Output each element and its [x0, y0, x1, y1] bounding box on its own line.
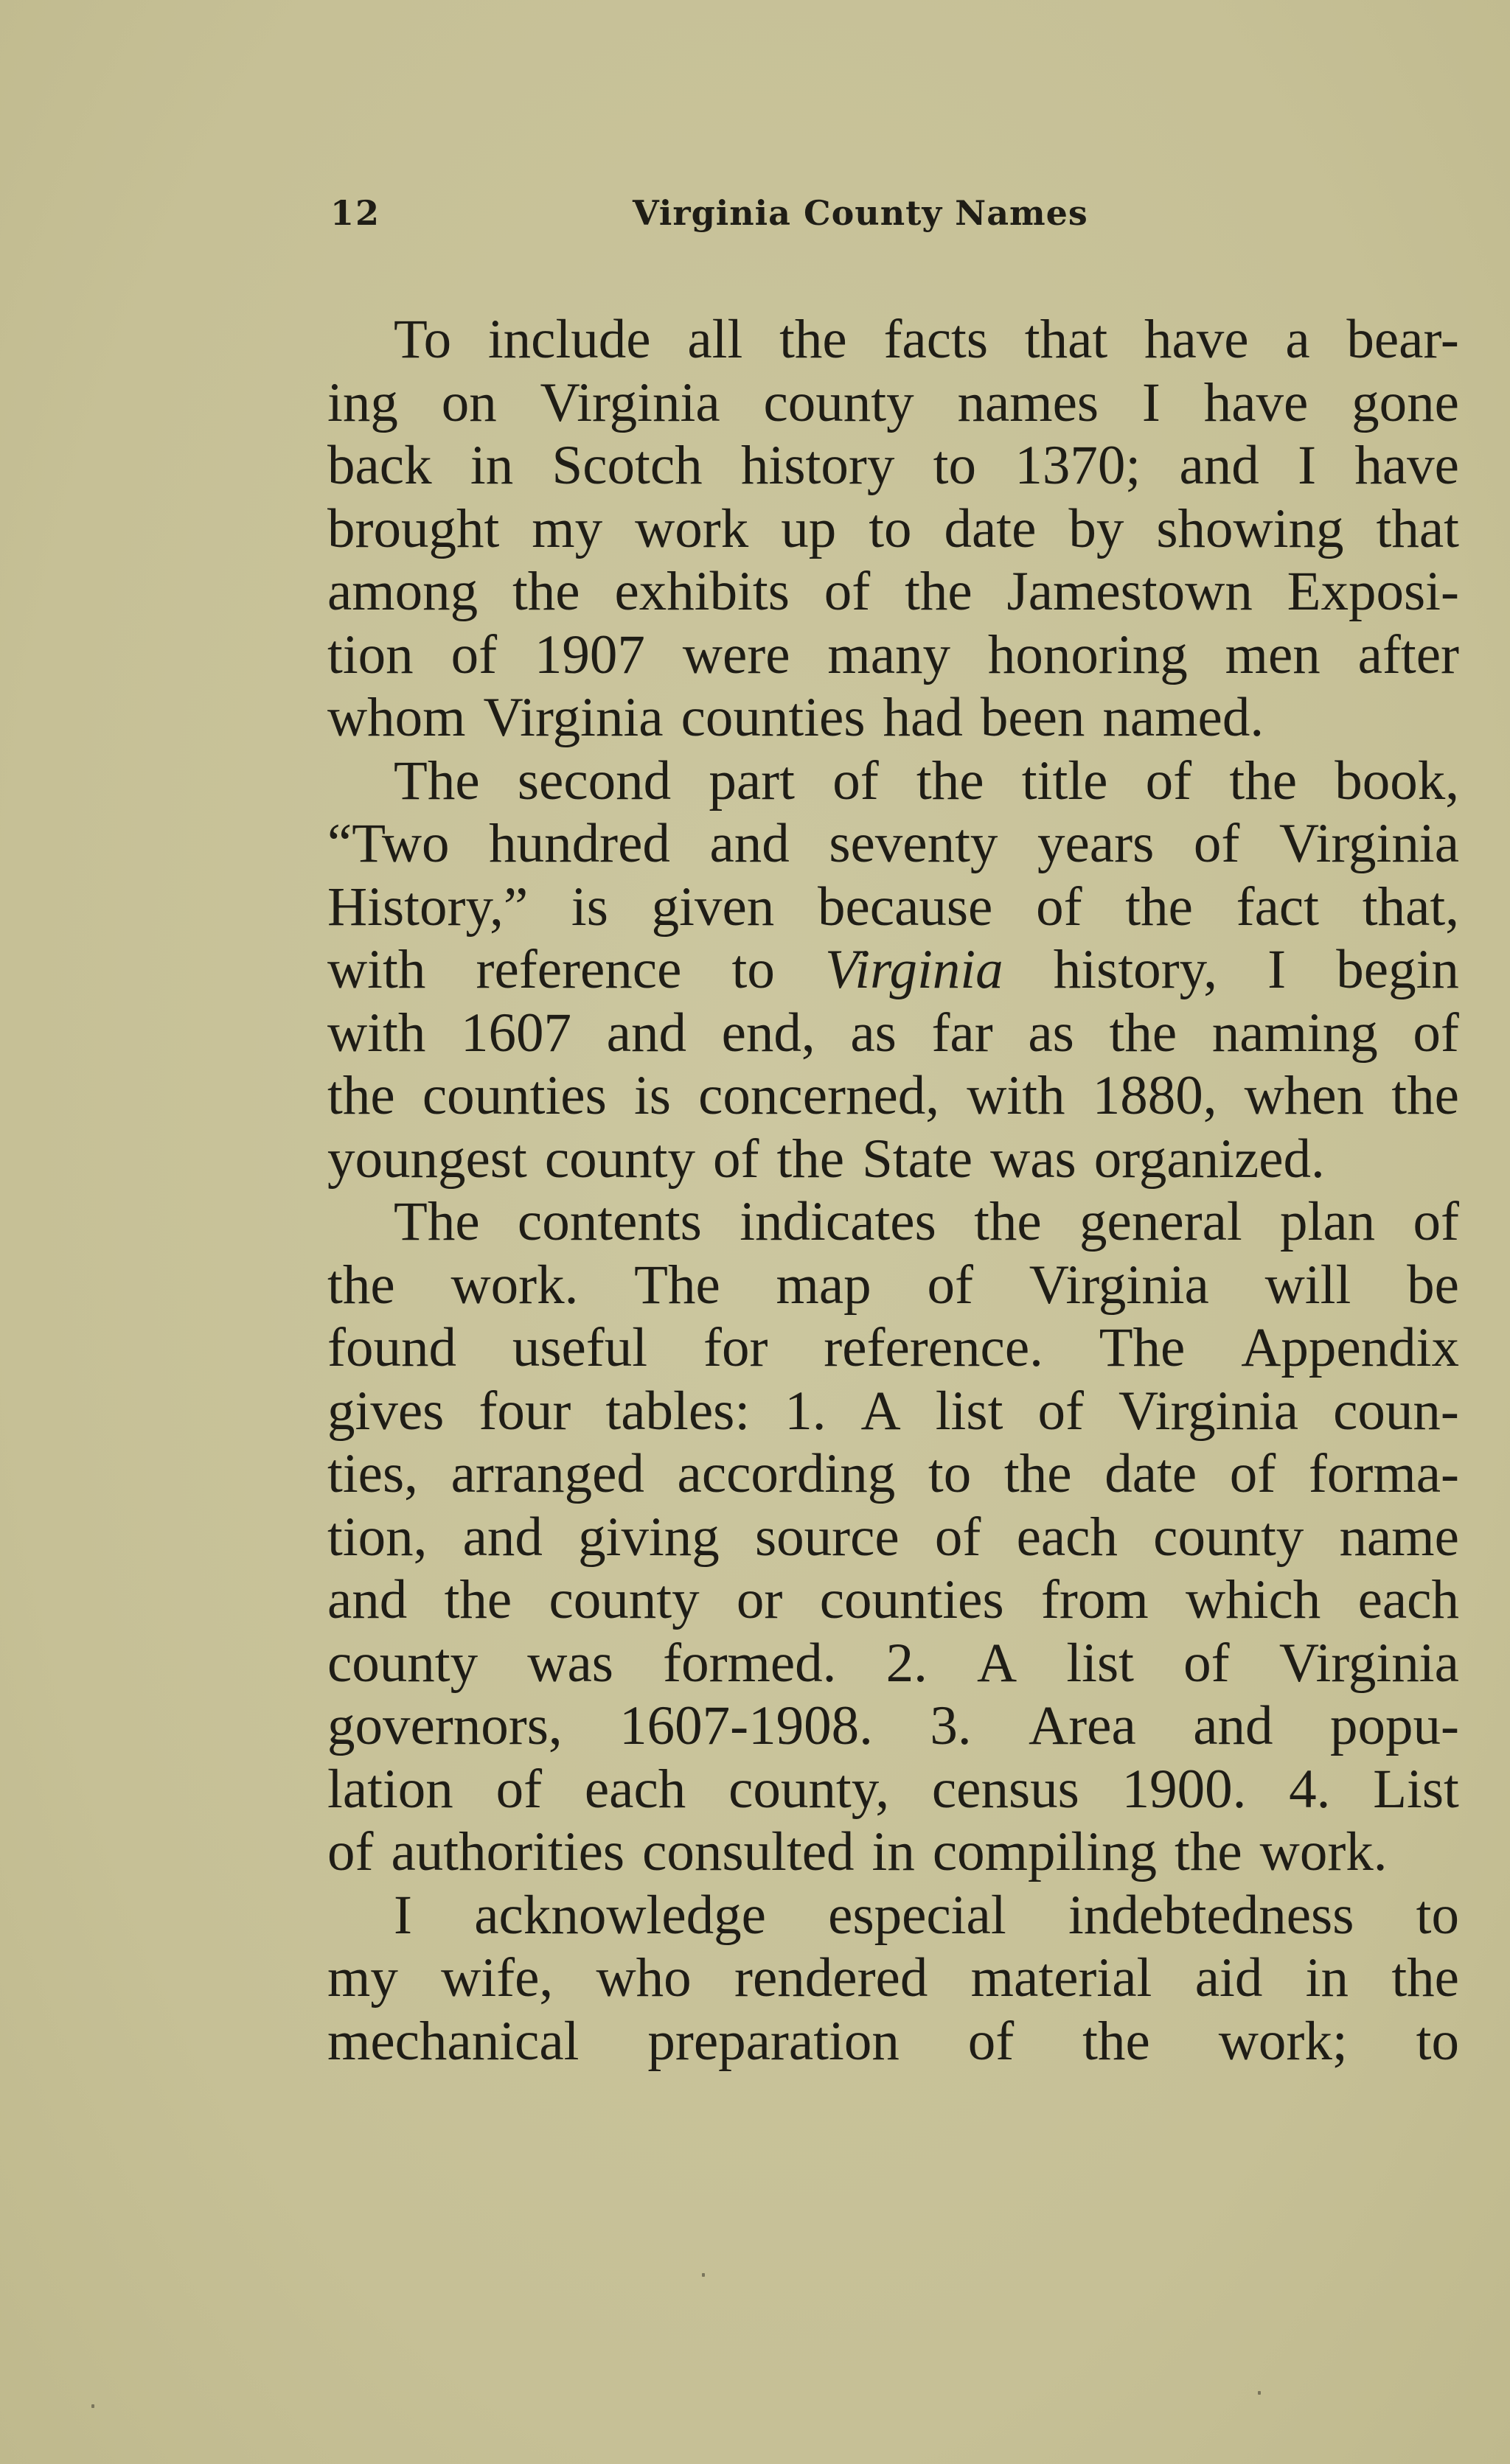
text-line [327, 308, 1459, 371]
word: counties [422, 1065, 607, 1126]
word: 4. [1289, 1758, 1331, 1820]
word: indicates [740, 1191, 936, 1252]
word: to [1416, 1884, 1459, 1946]
word: of [1193, 813, 1240, 874]
word: 1607-1908. [619, 1695, 873, 1756]
word: counties [819, 1569, 1004, 1630]
word: be [1407, 1254, 1459, 1316]
text-line [327, 1316, 1459, 1380]
word: brought [327, 498, 500, 559]
word: men [1225, 624, 1321, 685]
text-line [327, 498, 1459, 561]
word: tion [327, 624, 414, 685]
text-line [327, 1190, 1459, 1254]
word: and [1193, 1695, 1273, 1756]
word: that [1376, 498, 1459, 559]
word: up [781, 498, 837, 559]
word: indebtedness [1068, 1884, 1354, 1946]
word: forma- [1308, 1443, 1459, 1504]
word: naming [1211, 1002, 1378, 1064]
text-line [327, 1128, 1459, 1191]
word: arranged [450, 1443, 644, 1504]
text-line [327, 560, 1459, 624]
word: begin [1336, 939, 1459, 1000]
word: end, [721, 1002, 815, 1064]
word: was [527, 1632, 613, 1694]
word: list [935, 1380, 1003, 1442]
word: of [967, 2010, 1015, 2072]
word: concerned, [698, 1065, 940, 1126]
word: date [944, 498, 1037, 559]
word: county [327, 1632, 479, 1694]
word: organized. [1093, 1128, 1325, 1190]
word: will [1264, 1254, 1351, 1316]
word: tables: [605, 1380, 751, 1442]
word: to [933, 435, 976, 496]
word: I [1141, 371, 1161, 433]
word: to [1416, 2010, 1459, 2072]
word: useful [512, 1317, 648, 1378]
text-line [327, 876, 1459, 939]
word: on [441, 371, 497, 433]
word: with [327, 1002, 426, 1064]
word: that, [1362, 876, 1459, 938]
word: the [327, 1254, 395, 1316]
text-line [327, 2010, 1459, 2073]
word: acknowledge [474, 1884, 766, 1946]
word: had [883, 687, 963, 748]
text-line [327, 624, 1459, 687]
word: fact [1236, 876, 1320, 938]
word: Virginia [540, 371, 720, 433]
word: when [1244, 1065, 1365, 1126]
word: or [736, 1569, 783, 1630]
text-line [327, 1506, 1459, 1569]
word: the [1391, 1947, 1459, 2008]
word: bear- [1346, 309, 1459, 370]
word: gives [327, 1380, 445, 1442]
word: 1607 [461, 1002, 571, 1064]
word: and [327, 1569, 408, 1630]
word: names [957, 371, 1099, 433]
text-line [327, 1442, 1459, 1506]
word: back [327, 435, 432, 496]
word: hundred [489, 813, 670, 874]
body-text [327, 308, 1459, 2073]
word: of [824, 561, 871, 622]
word: a [1285, 309, 1310, 370]
word: date [1104, 1443, 1197, 1504]
word: the [1109, 1002, 1177, 1064]
word: showing [1156, 498, 1344, 559]
word: were [682, 624, 790, 685]
word: 1370; [1015, 435, 1141, 496]
word: of [1145, 750, 1192, 812]
text-line [327, 686, 1459, 750]
word: as [850, 1002, 897, 1064]
word: History,” [327, 876, 529, 938]
word: honoring [987, 624, 1188, 685]
word: lation [327, 1758, 453, 1820]
word: which [1186, 1569, 1321, 1630]
word: ties, [327, 1443, 418, 1504]
word: the [779, 309, 847, 370]
word: of [495, 1758, 543, 1820]
text-line [327, 434, 1459, 498]
text-line [327, 1002, 1459, 1065]
word: include [487, 309, 651, 370]
word: part [709, 750, 795, 812]
word: governors, [327, 1695, 563, 1756]
word: of [450, 624, 498, 685]
word: the [905, 561, 973, 622]
text-line [327, 1632, 1459, 1695]
word: Area [1029, 1695, 1136, 1756]
word: of [832, 750, 879, 812]
word: Scotch [552, 435, 703, 496]
word: tion, [327, 1506, 428, 1568]
word: was [990, 1128, 1076, 1190]
word: Appendix [1241, 1317, 1459, 1378]
word: State [862, 1128, 973, 1190]
word: counties [681, 687, 866, 748]
page-number: 12 [330, 193, 381, 233]
word: four [479, 1380, 571, 1442]
word: have [1144, 309, 1249, 370]
word: been [980, 687, 1085, 748]
word: county [549, 1569, 700, 1630]
word: each [1016, 1506, 1118, 1568]
word: 1. [784, 1380, 827, 1442]
word: of [712, 1128, 759, 1190]
text-line [327, 812, 1459, 876]
word: 1900. [1121, 1758, 1247, 1820]
word: according [677, 1443, 896, 1504]
word: popu- [1329, 1695, 1459, 1756]
text-line [327, 1947, 1459, 2010]
word: source [754, 1506, 900, 1568]
word: the [327, 1065, 395, 1126]
word: many [827, 624, 951, 685]
word: material [970, 1947, 1152, 2008]
page-header [330, 193, 1156, 237]
word: A [976, 1632, 1017, 1694]
word: Virginia [483, 687, 664, 748]
word: found [327, 1317, 456, 1378]
paper-speck [91, 2404, 94, 2408]
word: Virginia [1029, 1254, 1209, 1316]
word: to [869, 498, 912, 559]
text-line [327, 1884, 1459, 1947]
word: the [1003, 1443, 1072, 1504]
word: the [1082, 2010, 1150, 2072]
word: title [1021, 750, 1108, 812]
word: reference. [824, 1317, 1043, 1378]
word: and [606, 1002, 686, 1064]
word: To [394, 309, 452, 370]
word: list [1066, 1632, 1135, 1694]
word: to [731, 939, 775, 1000]
word: named. [1102, 687, 1264, 748]
word: is [633, 1065, 671, 1126]
word: contents [517, 1191, 702, 1252]
word: consulted [642, 1821, 855, 1882]
word: gone [1351, 371, 1459, 433]
word: in [871, 1821, 915, 1882]
word: with [327, 939, 426, 1000]
word: Virginia [824, 939, 1003, 1000]
word: of [1413, 1002, 1459, 1064]
word: each [1357, 1569, 1459, 1630]
word: with [967, 1065, 1065, 1126]
word: far [931, 1002, 993, 1064]
word: book, [1335, 750, 1459, 812]
word: the [444, 1569, 512, 1630]
word: from [1040, 1569, 1149, 1630]
word: county [1153, 1506, 1304, 1568]
text-line [327, 1821, 1459, 1884]
word: name [1339, 1506, 1459, 1568]
word: have [1354, 435, 1459, 496]
text-line [327, 371, 1459, 435]
word: each [584, 1758, 686, 1820]
word: second [517, 750, 672, 812]
word: and [1179, 435, 1259, 496]
word: the [776, 1128, 845, 1190]
word: all [687, 309, 743, 370]
word: my [327, 1947, 398, 2008]
word: authorities [391, 1821, 625, 1882]
word: youngest [327, 1128, 527, 1190]
word: 1907 [534, 624, 645, 685]
word: The [634, 1254, 720, 1316]
word: Virginia [1278, 1632, 1459, 1694]
word: facts [883, 309, 989, 370]
word: preparation [647, 2010, 900, 2072]
word: that [1024, 309, 1108, 370]
word: work. [450, 1254, 579, 1316]
word: whom [327, 687, 466, 748]
word: in [1305, 1947, 1349, 2008]
word: of [1036, 876, 1082, 938]
word: aid [1194, 1947, 1263, 2008]
text-line [327, 1064, 1459, 1128]
word: of [1413, 1191, 1459, 1252]
word: coun- [1333, 1380, 1459, 1442]
word: because [818, 876, 993, 938]
word: Virginia [1278, 813, 1459, 874]
word: 3. [930, 1695, 972, 1756]
word: Jamestown [1006, 561, 1253, 622]
text-line [327, 938, 1459, 1002]
word: of [1037, 1380, 1084, 1442]
word: of [1229, 1443, 1276, 1504]
paper-speck [1258, 2391, 1261, 2395]
word: general [1079, 1191, 1242, 1252]
word: the [1125, 876, 1193, 938]
word: Exposi- [1287, 561, 1459, 622]
word: ing [327, 371, 398, 433]
word: exhibits [614, 561, 790, 622]
text-line [327, 750, 1459, 813]
word: A [860, 1380, 901, 1442]
word: for [703, 1317, 768, 1378]
word: of [1183, 1632, 1230, 1694]
word: I [394, 1884, 412, 1946]
word: is [571, 876, 608, 938]
text-line [327, 1695, 1459, 1758]
word: in [470, 435, 514, 496]
word: by [1068, 498, 1124, 559]
word: my [532, 498, 603, 559]
word: the [1229, 750, 1298, 812]
word: and [709, 813, 790, 874]
word: The [394, 1191, 480, 1252]
word: have [1203, 371, 1309, 433]
word: I [1298, 435, 1317, 496]
word: mechanical [327, 2010, 580, 2072]
word: the [916, 750, 984, 812]
word: map [776, 1254, 871, 1316]
word: of [934, 1506, 981, 1568]
word: giving [578, 1506, 720, 1568]
word: as [1028, 1002, 1074, 1064]
word: given [651, 876, 775, 938]
word: Virginia [1118, 1380, 1299, 1442]
word: work [635, 498, 749, 559]
word: plan [1280, 1191, 1376, 1252]
running-title: Virginia County Names [633, 193, 1088, 233]
word: wife, [441, 1947, 554, 2008]
word: county, [728, 1758, 890, 1820]
word: of [327, 1821, 374, 1882]
word: 2. [886, 1632, 928, 1694]
paper-speck [702, 2273, 705, 2277]
word: who [596, 1947, 692, 2008]
word: census [931, 1758, 1079, 1820]
word: years [1037, 813, 1155, 874]
word: the [512, 561, 580, 622]
text-line [327, 1254, 1459, 1317]
word: especial [828, 1884, 1006, 1946]
word: and [462, 1506, 543, 1568]
word: of [927, 1254, 973, 1316]
word: work; [1218, 2010, 1348, 2072]
word: to [928, 1443, 972, 1504]
word: compiling [932, 1821, 1158, 1882]
word: The [394, 750, 480, 812]
text-line [327, 1380, 1459, 1443]
word: work. [1259, 1821, 1388, 1882]
word: the [1391, 1065, 1459, 1126]
word: the [974, 1191, 1042, 1252]
word: “Two [327, 813, 450, 874]
word: The [1099, 1317, 1186, 1378]
text-line [327, 1568, 1459, 1632]
word: List [1373, 1758, 1459, 1820]
word: the [1175, 1821, 1242, 1882]
word: formed. [663, 1632, 837, 1694]
text-line [327, 1758, 1459, 1821]
word: history [741, 435, 895, 496]
word: after [1357, 624, 1459, 685]
word: among [327, 561, 479, 622]
word: county [544, 1128, 695, 1190]
word: history, [1053, 939, 1218, 1000]
word: I [1267, 939, 1287, 1000]
word: county [763, 371, 914, 433]
word: 1880, [1092, 1065, 1217, 1126]
word: rendered [734, 1947, 928, 2008]
word: reference [476, 939, 682, 1000]
word: seventy [829, 813, 998, 874]
